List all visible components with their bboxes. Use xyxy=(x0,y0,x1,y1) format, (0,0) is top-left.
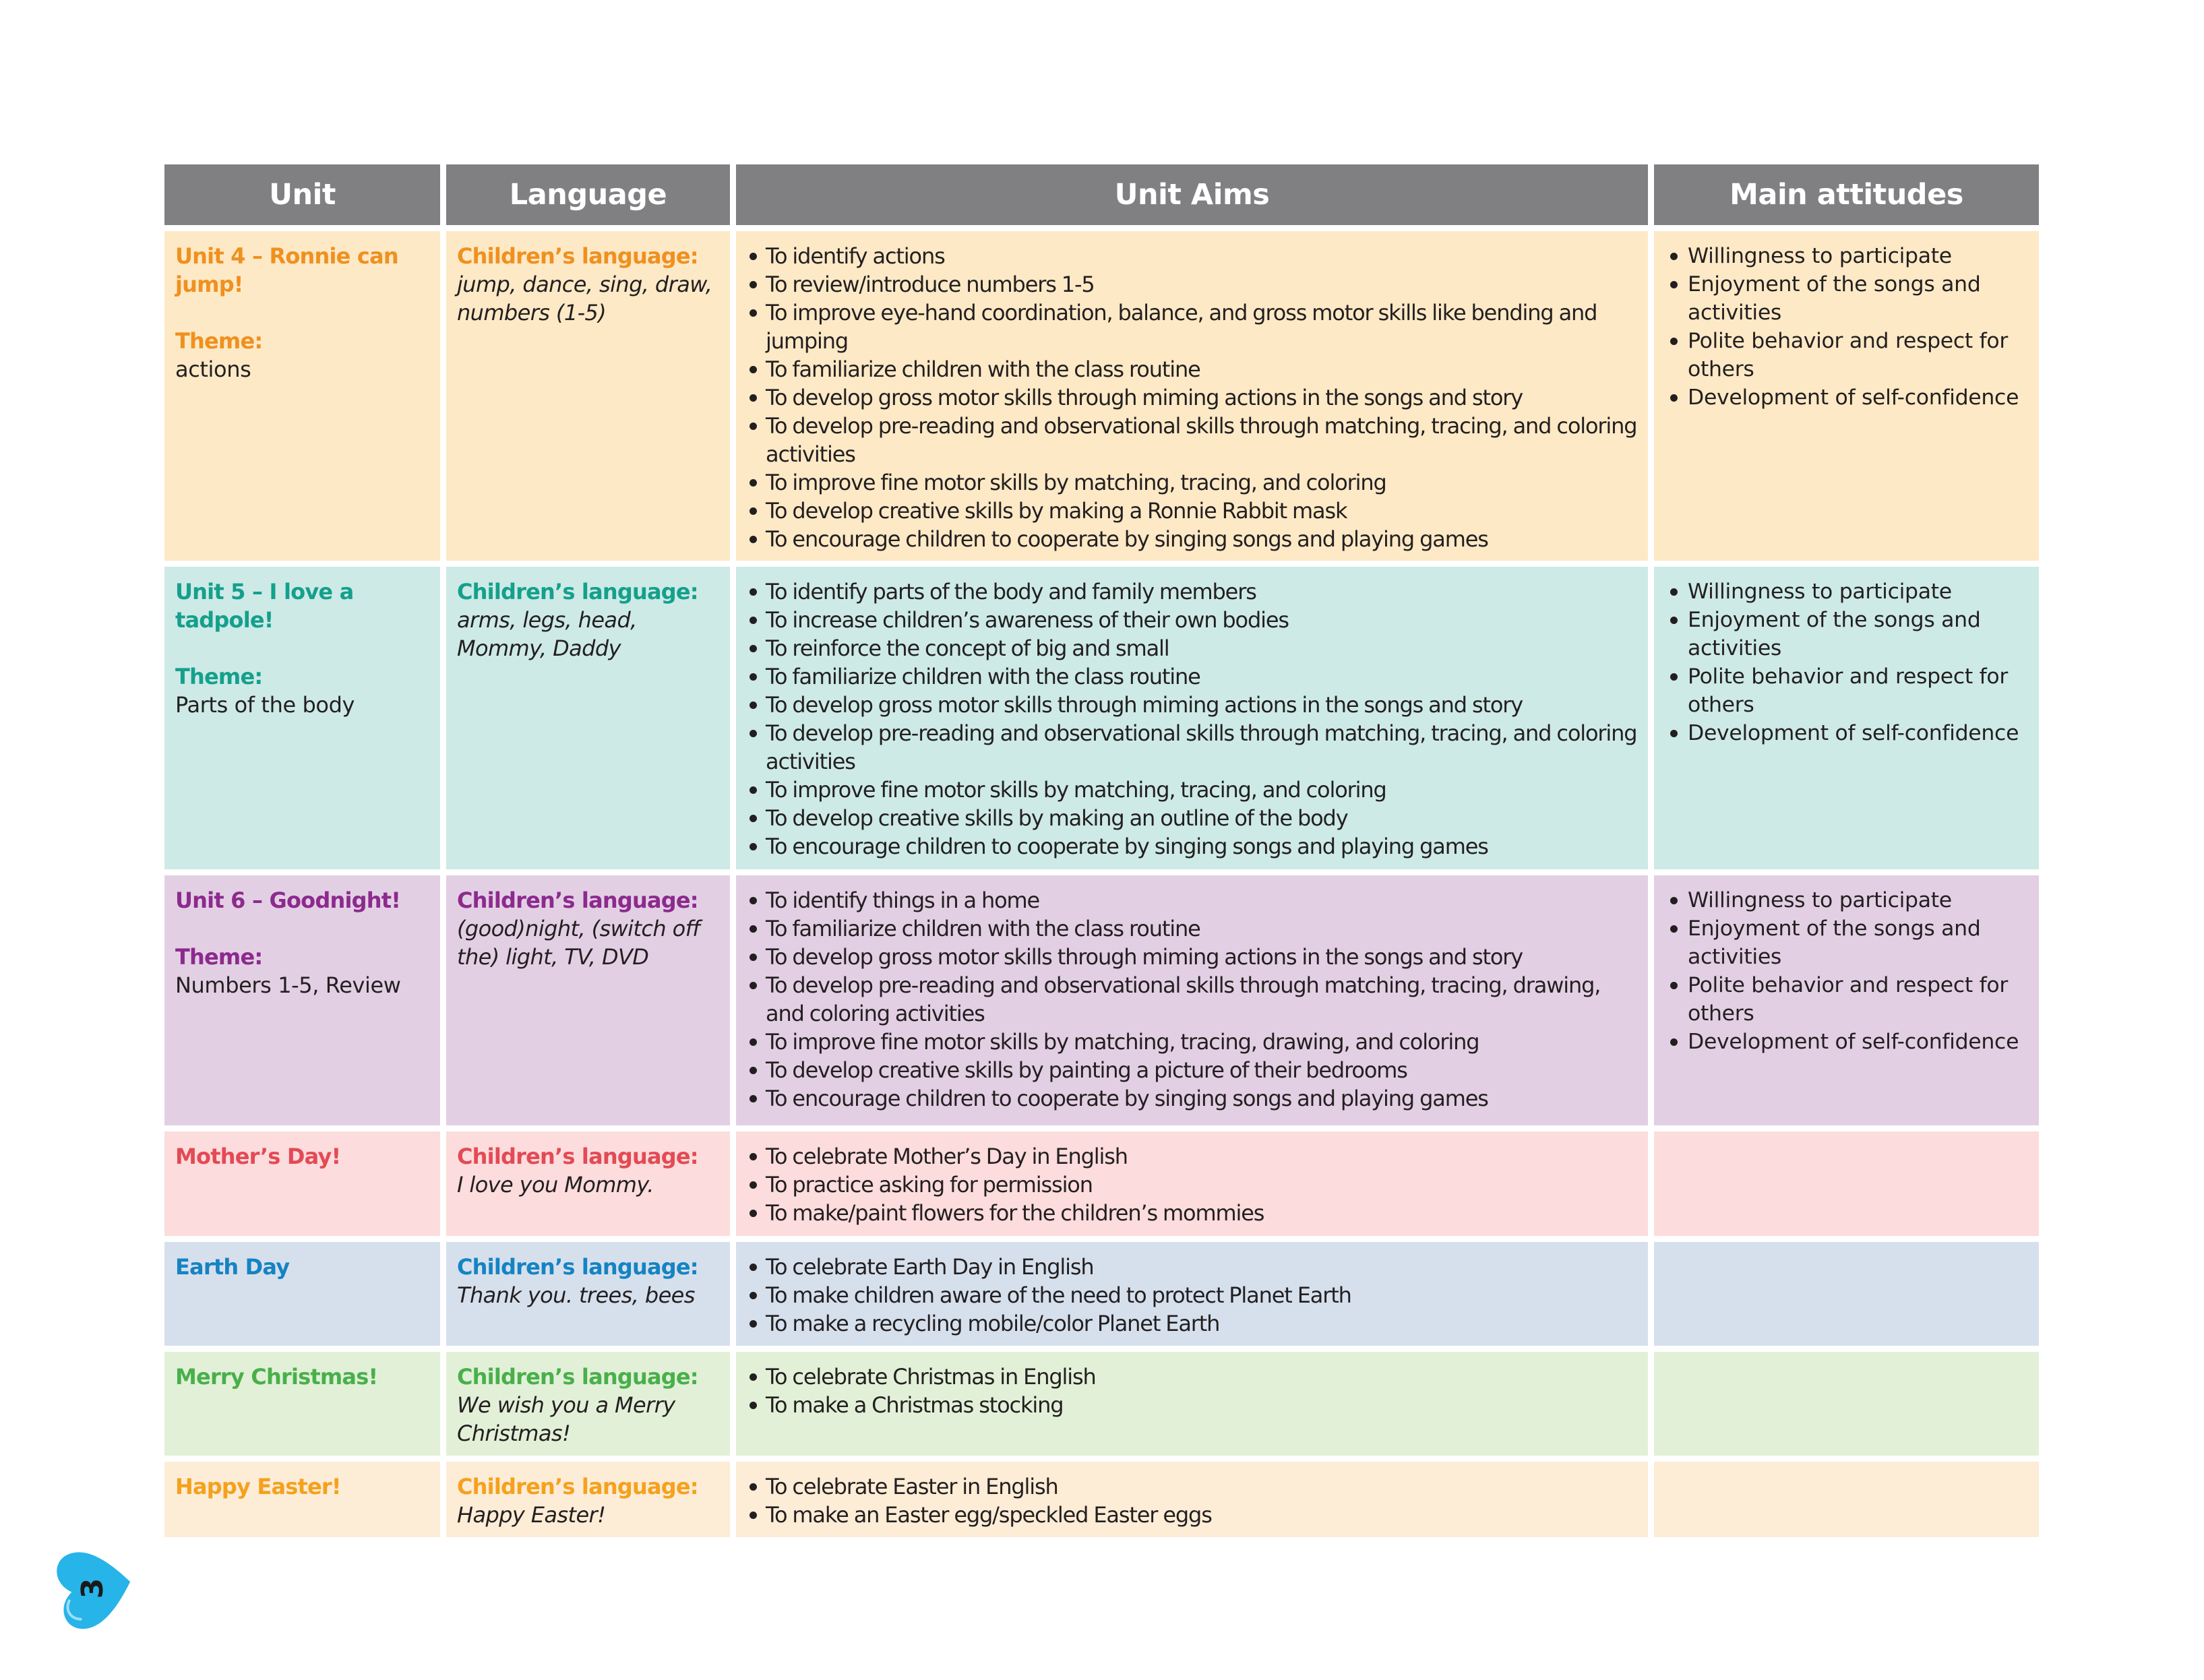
attitude-item-text: Willingness to participate xyxy=(1688,580,1952,604)
column-header-language: Language xyxy=(446,164,730,225)
aim-item xyxy=(747,412,1639,468)
aim-item xyxy=(747,943,1639,971)
aim-item-text: To make a recycling mobile/color Planet Earth xyxy=(766,1311,1220,1336)
bullet-icon xyxy=(749,1373,757,1381)
aim-item-text: To improve eye-hand coordination, balance, and gross motor skills like bending and jumping xyxy=(766,300,1597,354)
attitude-item xyxy=(1667,242,2029,270)
bullet-icon xyxy=(749,507,757,515)
unit-aims-cell xyxy=(736,875,1648,1125)
unit-title: Unit 6 – Goodnight! xyxy=(175,888,400,913)
language-value: Thank you. trees, bees xyxy=(457,1282,695,1308)
bullet-icon xyxy=(1670,588,1678,596)
unit-aims-cell xyxy=(736,231,1648,561)
aim-item-text: To develop pre-reading and observational skills through matching, tracing, and coloring activities xyxy=(766,413,1637,467)
bullet-icon xyxy=(749,1038,757,1046)
aim-item-list xyxy=(747,1142,1639,1227)
column-header-main-attitudes: Main attitudes xyxy=(1654,164,2039,225)
bullet-icon xyxy=(1670,338,1678,345)
bullet-icon xyxy=(749,1512,757,1519)
unit-title: Unit 5 – I love a tadpole! xyxy=(175,579,354,633)
bullet-icon xyxy=(749,1153,757,1160)
aim-item-list xyxy=(747,1472,1639,1529)
bullet-icon xyxy=(1670,897,1678,904)
aim-item-text: To practice asking for permission xyxy=(766,1172,1093,1197)
language-value: jump, dance, sing, draw, numbers (1-5) xyxy=(457,272,712,325)
aim-item xyxy=(747,578,1639,606)
aim-item-text: To identify actions xyxy=(766,243,945,269)
bullet-icon xyxy=(1670,982,1678,989)
aim-item-text: To develop gross motor skills through miming actions in the songs and story xyxy=(766,385,1523,410)
aim-item-text: To develop creative skills by making a Ronnie Rabbit mask xyxy=(766,498,1347,524)
aim-item-text: To encourage children to cooperate by singing songs and playing games xyxy=(766,834,1488,859)
aim-item-text: To make children aware of the need to protect Planet Earth xyxy=(766,1282,1351,1308)
unit-cell xyxy=(164,567,440,869)
unit-aims-cell xyxy=(736,567,1648,869)
aim-item xyxy=(747,1309,1639,1338)
unit-cell xyxy=(164,875,440,1125)
main-attitudes-cell xyxy=(1654,1462,2039,1537)
aim-item xyxy=(747,886,1639,914)
theme-block xyxy=(175,327,431,383)
aim-item-text: To improve fine motor skills by matching, tracing, and coloring xyxy=(766,470,1386,495)
language-cell xyxy=(446,1242,730,1346)
attitude-item-text: Willingness to participate xyxy=(1688,244,1952,268)
bullet-icon xyxy=(1670,673,1678,681)
attitude-item-list xyxy=(1667,242,2029,412)
aim-item-text: To encourage children to cooperate by singing songs and playing games xyxy=(766,1086,1488,1111)
aim-item-text: To reinforce the concept of big and small xyxy=(766,635,1169,661)
theme-value: Numbers 1-5, Review xyxy=(175,972,401,998)
language-label: Children’s language: xyxy=(457,579,698,604)
bullet-icon xyxy=(749,536,757,543)
attitude-item xyxy=(1667,578,2029,606)
attitude-item-text: Willingness to participate xyxy=(1688,888,1952,912)
aim-item-text: To develop gross motor skills through miming actions in the songs and story xyxy=(766,692,1523,718)
aim-item xyxy=(747,468,1639,497)
language-value: arms, legs, head, Mommy, Daddy xyxy=(457,607,637,661)
attitude-item-list xyxy=(1667,886,2029,1056)
unit-title: Earth Day xyxy=(175,1254,290,1280)
aim-item xyxy=(747,1253,1639,1281)
aim-item xyxy=(747,299,1639,355)
bullet-icon xyxy=(1670,253,1678,260)
bullet-icon xyxy=(749,982,757,989)
bullet-icon xyxy=(749,645,757,652)
bullet-icon xyxy=(749,1067,757,1074)
aim-item xyxy=(747,914,1639,943)
aim-item xyxy=(747,1363,1639,1391)
aim-item xyxy=(747,1501,1639,1529)
language-cell xyxy=(446,1462,730,1537)
bullet-icon xyxy=(749,815,757,822)
attitude-item-text: Polite behavior and respect for others xyxy=(1688,973,2009,1026)
aim-item-text: To increase children’s awareness of their own bodies xyxy=(766,607,1289,633)
bullet-icon xyxy=(1670,617,1678,624)
aim-item xyxy=(747,525,1639,553)
unit-aims-cell xyxy=(736,1131,1648,1236)
attitude-item-list xyxy=(1667,578,2029,747)
aim-item-text: To celebrate Christmas in English xyxy=(766,1364,1096,1390)
aim-item-text: To develop creative skills by painting a picture of their bedrooms xyxy=(766,1057,1407,1083)
aim-item xyxy=(747,606,1639,634)
language-value: We wish you a Merry Christmas! xyxy=(457,1392,675,1446)
unit-cell xyxy=(164,1352,440,1456)
unit-title: Unit 4 – Ronnie can jump! xyxy=(175,243,398,297)
theme-value: Parts of the body xyxy=(175,692,355,718)
language-label: Children’s language: xyxy=(457,888,698,913)
bullet-icon xyxy=(749,588,757,596)
aim-item-list xyxy=(747,886,1639,1113)
bullet-icon xyxy=(749,1320,757,1328)
theme-label: Theme: xyxy=(175,328,263,354)
aim-item xyxy=(747,776,1639,804)
language-label: Children’s language: xyxy=(457,243,698,269)
unit-cell xyxy=(164,231,440,561)
language-value: (good)night, (switch off the) light, TV, DVD xyxy=(457,916,700,970)
heart-icon xyxy=(46,1540,140,1638)
bullet-icon xyxy=(749,423,757,430)
aim-item xyxy=(747,383,1639,412)
bullet-icon xyxy=(749,702,757,709)
aim-item-text: To familiarize children with the class routine xyxy=(766,916,1200,941)
attitude-item xyxy=(1667,327,2029,383)
aim-item-text: To develop pre-reading and observational skills through matching, tracing, and coloring activities xyxy=(766,720,1637,774)
bullet-icon xyxy=(749,1402,757,1409)
unit-aims-cell xyxy=(736,1462,1648,1537)
aim-item-text: To improve fine motor skills by matching, tracing, and coloring xyxy=(766,777,1386,803)
aim-item-text: To celebrate Mother’s Day in English xyxy=(766,1144,1128,1169)
language-label: Children’s language: xyxy=(457,1144,698,1169)
aim-item-text: To develop gross motor skills through miming actions in the songs and story xyxy=(766,944,1523,970)
bullet-icon xyxy=(749,1095,757,1102)
attitude-item xyxy=(1667,914,2029,971)
bullet-icon xyxy=(749,843,757,850)
aim-item xyxy=(747,1142,1639,1171)
bullet-icon xyxy=(1670,394,1678,402)
column-header-unit: Unit xyxy=(164,164,440,225)
aim-item-list xyxy=(747,242,1639,553)
bullet-icon xyxy=(749,1264,757,1271)
unit-cell xyxy=(164,1462,440,1537)
bullet-icon xyxy=(1670,925,1678,933)
aim-item xyxy=(747,270,1639,299)
attitude-item-text: Development of self-confidence xyxy=(1688,1030,2019,1054)
attitude-item-text: Enjoyment of the songs and activities xyxy=(1688,916,1981,969)
attitude-item-text: Development of self-confidence xyxy=(1688,721,2019,745)
bullet-icon xyxy=(749,954,757,961)
aim-item xyxy=(747,242,1639,270)
bullet-icon xyxy=(1670,730,1678,737)
bullet-icon xyxy=(1670,1038,1678,1046)
bullet-icon xyxy=(749,1292,757,1299)
aim-item xyxy=(747,1084,1639,1113)
bullet-icon xyxy=(1670,281,1678,288)
bullet-icon xyxy=(749,394,757,402)
unit-title: Merry Christmas! xyxy=(175,1364,378,1390)
attitude-item-text: Enjoyment of the songs and activities xyxy=(1688,272,1981,325)
aim-item xyxy=(747,1028,1639,1056)
aim-item xyxy=(747,832,1639,861)
bullet-icon xyxy=(749,673,757,681)
aim-item xyxy=(747,1472,1639,1501)
aim-item xyxy=(747,497,1639,525)
aim-item-text: To review/introduce numbers 1-5 xyxy=(766,272,1095,297)
aim-item-text: To make an Easter egg/speckled Easter eggs xyxy=(766,1502,1212,1528)
language-label: Children’s language: xyxy=(457,1474,698,1499)
bullet-icon xyxy=(749,1210,757,1217)
column-header-unit-aims: Unit Aims xyxy=(736,164,1648,225)
bullet-icon xyxy=(749,730,757,737)
language-cell xyxy=(446,231,730,561)
aim-item xyxy=(747,1199,1639,1227)
aim-item xyxy=(747,691,1639,719)
curriculum-table xyxy=(164,164,2039,1537)
unit-aims-cell xyxy=(736,1242,1648,1346)
aim-item xyxy=(747,1171,1639,1199)
language-cell xyxy=(446,1131,730,1236)
attitude-item xyxy=(1667,886,2029,914)
aim-item-list xyxy=(747,578,1639,861)
language-value: I love you Mommy. xyxy=(457,1172,654,1197)
aim-item xyxy=(747,1281,1639,1309)
aim-item xyxy=(747,662,1639,691)
bullet-icon xyxy=(749,786,757,794)
attitude-item xyxy=(1667,719,2029,747)
aim-item-list xyxy=(747,1363,1639,1419)
bullet-icon xyxy=(749,897,757,904)
aim-item-text: To familiarize children with the class routine xyxy=(766,356,1200,382)
attitude-item xyxy=(1667,1028,2029,1056)
bullet-icon xyxy=(749,253,757,260)
theme-value: actions xyxy=(175,356,251,382)
language-cell xyxy=(446,567,730,869)
language-cell xyxy=(446,875,730,1125)
aim-item xyxy=(747,355,1639,383)
unit-title: Happy Easter! xyxy=(175,1474,341,1499)
theme-label: Theme: xyxy=(175,664,263,689)
language-value: Happy Easter! xyxy=(457,1502,606,1528)
theme-label: Theme: xyxy=(175,944,263,970)
aim-item-text: To make/paint flowers for the children’s mommies xyxy=(766,1200,1264,1226)
attitude-item xyxy=(1667,971,2029,1028)
aim-item-text: To develop creative skills by making an outline of the body xyxy=(766,805,1348,831)
unit-aims-cell xyxy=(736,1352,1648,1456)
bullet-icon xyxy=(749,366,757,373)
attitude-item-text: Polite behavior and respect for others xyxy=(1688,664,2009,717)
main-attitudes-cell xyxy=(1654,875,2039,1125)
aim-item xyxy=(747,1056,1639,1084)
unit-title: Mother’s Day! xyxy=(175,1144,341,1169)
aim-item-text: To improve fine motor skills by matching, tracing, drawing, and coloring xyxy=(766,1029,1479,1055)
aim-item-text: To familiarize children with the class routine xyxy=(766,664,1200,689)
main-attitudes-cell xyxy=(1654,1131,2039,1236)
aim-item xyxy=(747,719,1639,776)
unit-cell xyxy=(164,1131,440,1236)
theme-block xyxy=(175,662,431,719)
aim-item-text: To develop pre-reading and observational skills through matching, tracing, drawing, and coloring activities xyxy=(766,972,1601,1026)
aim-item-text: To identify things in a home xyxy=(766,888,1040,913)
aim-item-text: To identify parts of the body and family members xyxy=(766,579,1256,604)
attitude-item xyxy=(1667,662,2029,719)
main-attitudes-cell xyxy=(1654,1242,2039,1346)
aim-item-list xyxy=(747,1253,1639,1338)
aim-item xyxy=(747,971,1639,1028)
language-label: Children’s language: xyxy=(457,1364,698,1390)
main-attitudes-cell xyxy=(1654,567,2039,869)
aim-item xyxy=(747,634,1639,662)
language-label: Children’s language: xyxy=(457,1254,698,1280)
bullet-icon xyxy=(749,1483,757,1491)
bullet-icon xyxy=(749,479,757,487)
attitude-item xyxy=(1667,270,2029,327)
bullet-icon xyxy=(749,281,757,288)
page-number: 3 xyxy=(75,1578,110,1599)
bullet-icon xyxy=(749,617,757,624)
aim-item-text: To make a Christmas stocking xyxy=(766,1392,1064,1418)
main-attitudes-cell xyxy=(1654,231,2039,561)
main-attitudes-cell xyxy=(1654,1352,2039,1456)
aim-item xyxy=(747,804,1639,832)
attitude-item-text: Enjoyment of the songs and activities xyxy=(1688,608,1981,660)
aim-item-text: To celebrate Easter in English xyxy=(766,1474,1058,1499)
page-number-badge xyxy=(46,1540,140,1638)
attitude-item-text: Development of self-confidence xyxy=(1688,385,2019,410)
attitude-item-text: Polite behavior and respect for others xyxy=(1688,329,2009,381)
unit-cell xyxy=(164,1242,440,1346)
aim-item xyxy=(747,1391,1639,1419)
theme-block xyxy=(175,943,431,999)
attitude-item xyxy=(1667,606,2029,662)
aim-item-text: To celebrate Earth Day in English xyxy=(766,1254,1094,1280)
language-cell xyxy=(446,1352,730,1456)
attitude-item xyxy=(1667,383,2029,412)
bullet-icon xyxy=(749,309,757,317)
bullet-icon xyxy=(749,1181,757,1189)
aim-item-text: To encourage children to cooperate by singing songs and playing games xyxy=(766,526,1488,552)
bullet-icon xyxy=(749,925,757,933)
